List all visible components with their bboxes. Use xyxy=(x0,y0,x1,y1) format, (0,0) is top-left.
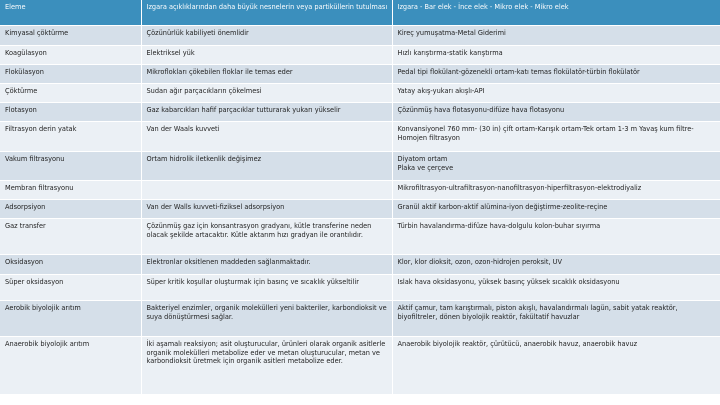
table-row xyxy=(0,255,720,275)
table-row xyxy=(0,122,720,152)
process-cell: Oksidasyon xyxy=(0,255,141,275)
table-row xyxy=(0,337,720,395)
equipment-cell: Granül aktif karbon-aktif alümina-iyon değiştirme-zeolite-reçine xyxy=(392,200,720,219)
mechanism-cell: Van der Walls kuvveti-fiziksel adsorpsiyon xyxy=(141,200,392,219)
equipment-line: Diyatom ortam Plaka ve çerçeve xyxy=(397,155,454,172)
mechanism-cell: Bakteriyel enzimler, organik molekülleri yeni bakteriler, karbondioksit ve suya dönüştürmesi sağlar. xyxy=(141,301,392,337)
table-body xyxy=(0,26,720,395)
header-cell-mechanism: Izgara açıklıklarından daha büyük nesnelerin veya partiküllerin tutulması xyxy=(141,0,392,26)
process-cell: Çöktürme xyxy=(0,84,141,103)
mechanism-cell: Çözünürlük kabiliyeti önemlidir xyxy=(141,26,392,46)
equipment-cell: Çözünmüş hava flotasyonu-difüze hava flotasyonu xyxy=(392,103,720,122)
mechanism-cell: Çözünmüş gaz için konsantrasyon gradyanı, kütle transferine neden olacak şekilde artacaktır. Kütle aktarım hızı gradyan ile orantılıdır. xyxy=(141,219,392,255)
header-cell-equipment: Izgara - Bar elek - İnce elek - Mikro elek - Mikro elek xyxy=(392,0,720,26)
equipment-cell: Islak hava oksidasyonu, yüksek basınç yüksek sıcaklık oksidasyonu xyxy=(392,275,720,301)
mechanism-cell: Elektriksel yük xyxy=(141,46,392,65)
equipment-cell: Aktif çamur, tam karıştırmalı, piston akışlı, havalandırmalı lagün, sabit yatak reaktör, biyofiltreler, dönen biyolojik reaktör, fakültatif havuzlar xyxy=(392,301,720,337)
equipment-cell xyxy=(392,152,720,181)
table-row xyxy=(0,26,720,46)
header-row xyxy=(0,0,720,26)
equipment-cell: Mikrofiltrasyon-ultrafiltrasyon-nanofiltrasyon-hiperfiltrasyon-elektrodiyaliz xyxy=(392,181,720,200)
equipment-cell: Hızlı karıştırma-statik karıştırma xyxy=(392,46,720,65)
process-cell: Koagülasyon xyxy=(0,46,141,65)
table-header xyxy=(0,0,720,26)
table-row xyxy=(0,301,720,337)
table-row xyxy=(0,103,720,122)
header-cell-process: Eleme xyxy=(0,0,141,26)
process-cell: Anaerobik biyolojik arıtım xyxy=(0,337,141,395)
table-row xyxy=(0,65,720,84)
equipment-cell: Pedal tipi flokülant-gözenekli ortam-katı temas flokülatör-türbin flokülatör xyxy=(392,65,720,84)
table-row xyxy=(0,275,720,301)
equipment-cell: Anaerobik biyolojik reaktör, çürütücü, anaerobik havuz, anaerobik havuz xyxy=(392,337,720,395)
mechanism-cell: Sudan ağır parçacıkların çökelmesi xyxy=(141,84,392,103)
process-cell: Vakum filtrasyonu xyxy=(0,152,141,181)
equipment-cell: Kireç yumuşatma-Metal Giderimi xyxy=(392,26,720,46)
process-cell: Membran filtrasyonu xyxy=(0,181,141,200)
process-cell: Flotasyon xyxy=(0,103,141,122)
process-cell: Aerobik biyolojik arıtım xyxy=(0,301,141,337)
mechanism-cell: Van der Waals kuvveti xyxy=(141,122,392,152)
mechanism-cell: Gaz kabarcıkları hafif parçacıklar tutturarak yukarı yükselir xyxy=(141,103,392,122)
mechanism-cell: Ortam hidrolik iletkenlik değişimez xyxy=(141,152,392,181)
mechanism-cell: Süper kritik koşullar oluşturmak için basınç ve sıcaklık yükseltilir xyxy=(141,275,392,301)
equipment-cell: Türbin havalandırma-difüze hava-dolgulu kolon-buhar sıyırma xyxy=(392,219,720,255)
table-row xyxy=(0,181,720,200)
equipment-cell: Yatay akış-yukarı akışlı-API xyxy=(392,84,720,103)
mechanism-cell: Mikroflokları çökebilen floklar ile temas eder xyxy=(141,65,392,84)
process-cell: Flokülasyon xyxy=(0,65,141,84)
equipment-cell: Konvansiyonel 760 mm- (30 in) çift ortam-Karışık ortam-Tek ortam 1-3 m Yavaş kum filtre-Homojen filtrasyon xyxy=(392,122,720,152)
process-cell: Süper oksidasyon xyxy=(0,275,141,301)
table-row xyxy=(0,219,720,255)
mechanism-cell: Elektronlar oksitlenen maddeden sağlanmaktadır. xyxy=(141,255,392,275)
table-row xyxy=(0,200,720,219)
mechanism-cell xyxy=(141,181,392,200)
process-cell: Filtrasyon derin yatak xyxy=(0,122,141,152)
process-cell: Gaz transfer xyxy=(0,219,141,255)
equipment-cell: Klor, klor dioksit, ozon, ozon-hidrojen peroksit, UV xyxy=(392,255,720,275)
process-cell: Kimyasal çöktürme xyxy=(0,26,141,46)
process-cell: Adsorpsiyon xyxy=(0,200,141,219)
table-row xyxy=(0,46,720,65)
table-row xyxy=(0,152,720,181)
mechanism-cell: İki aşamalı reaksiyon; asit oluşturucular, ürünleri olarak organik asitlerle organik molekülleri metabolize eder ve metan oluşturucular, metan ve karbondioksit üretmek için organik asitleri metabolize eder. xyxy=(141,337,392,395)
table-row xyxy=(0,84,720,103)
